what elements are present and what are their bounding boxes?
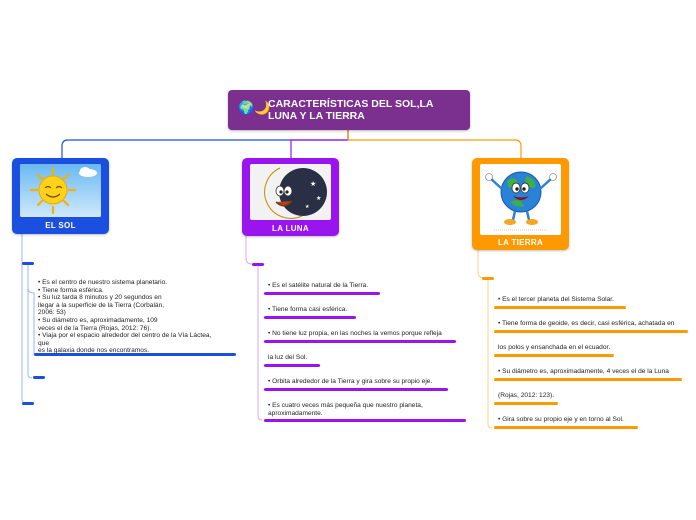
sol-sub-trunk <box>28 265 32 378</box>
moon-icon <box>250 164 331 220</box>
tierra-item-3[interactable]: los polos y ensanchada en el ecuador. <box>498 344 611 351</box>
luna-stub <box>252 263 264 266</box>
moon-image <box>250 164 331 220</box>
luna-underline-5 <box>264 388 448 391</box>
tierra-item-2[interactable]: • Tiene forma de geoide, es decir, casi esférica, achatada en <box>498 320 675 327</box>
branch-tierra[interactable] <box>472 158 569 250</box>
luna-item-2[interactable]: • Tiene forma casi esférica. <box>268 306 348 313</box>
tierra-underline-1 <box>494 306 626 309</box>
luna-underline-6 <box>264 419 466 422</box>
branch-luna-label: LA LUNA <box>272 224 309 233</box>
sol-stub-2 <box>33 376 45 379</box>
tierra-item-1[interactable]: • Es el tercer planeta del Sistema Solar. <box>498 296 614 303</box>
sol-notes-text[interactable]: • Es el centro de nuestro sistema planetario. • Tiene forma esférica. • Su luz tarda 8 minutos y 20 segundos en llegar a la superficie de la Tierra (Corbalán, 2006: 53) • Su diámetro es, aproximadamente, 109 veces el de la Tierra (Rojas, 2012: 76). • Viaja por el espacio alrededor del centro de la Vía Láctea, que es la galaxia donde nos encontramos. <box>38 279 212 355</box>
sol-stub-1 <box>22 262 34 265</box>
sol-trunk <box>22 234 28 404</box>
luna-item-4[interactable]: la luz del Sol. <box>268 354 308 361</box>
luna-underline-3 <box>264 340 456 343</box>
tierra-sub-trunk <box>488 280 492 428</box>
earth-moon-icon: 🌍🌙 <box>238 100 271 115</box>
sol-notes-line <box>28 288 34 355</box>
branch-sol-label: EL SOL <box>45 221 76 230</box>
svg-text:★: ★ <box>305 204 310 210</box>
svg-text:★: ★ <box>316 195 322 202</box>
earth-icon <box>480 164 561 235</box>
root-to-tierra-connector <box>348 130 521 158</box>
branch-luna[interactable] <box>242 158 339 236</box>
luna-underline-2 <box>264 316 356 319</box>
tierra-underline-3 <box>494 354 614 357</box>
tierra-item-6[interactable]: • Gira sobre su propio eje y en torno al Sol. <box>498 416 624 423</box>
luna-sub-trunk <box>258 266 262 420</box>
luna-underline-1 <box>264 292 380 295</box>
sun-icon <box>20 164 101 217</box>
tierra-item-5[interactable]: (Rojas, 2012: 123). <box>498 392 555 399</box>
root-to-sol-connector <box>62 130 348 158</box>
tierra-stub <box>482 277 494 280</box>
luna-item-5[interactable]: • Orbita alrededor de la Tierra y gira sobre su propio eje. <box>268 378 433 385</box>
root-topic[interactable] <box>228 90 470 130</box>
earth-image <box>480 164 561 235</box>
tierra-underline-6 <box>494 426 638 429</box>
root-topic-title: CARACTERÍSTICAS DEL SOL,LA LUNA Y LA TIERRA <box>268 98 434 122</box>
luna-trunk <box>246 236 252 264</box>
sol-stub-3 <box>22 402 34 405</box>
sun-image <box>20 164 101 217</box>
luna-item-3[interactable]: • No tiene luz propia, en las noches la vemos porque refleja <box>268 330 442 337</box>
luna-underline-4 <box>264 364 320 367</box>
branch-sol[interactable] <box>12 158 109 234</box>
tierra-trunk <box>478 250 484 278</box>
tierra-underline-5 <box>494 402 558 405</box>
luna-item-1[interactable]: • Es el satélite natural de la Tierra. <box>268 282 369 289</box>
root-to-luna-connector <box>291 130 348 158</box>
tierra-underline-4 <box>494 378 682 381</box>
svg-text:★: ★ <box>310 180 317 188</box>
luna-item-6[interactable]: • Es cuatro veces más pequeña que nuestro planeta, aproximadamente. <box>268 402 423 417</box>
tierra-item-4[interactable]: • Su diámetro es, aproximadamente, 4 veces el de la Luna <box>498 368 669 375</box>
branch-tierra-label: LA TIERRA <box>497 238 544 247</box>
tierra-underline-2 <box>494 330 688 333</box>
